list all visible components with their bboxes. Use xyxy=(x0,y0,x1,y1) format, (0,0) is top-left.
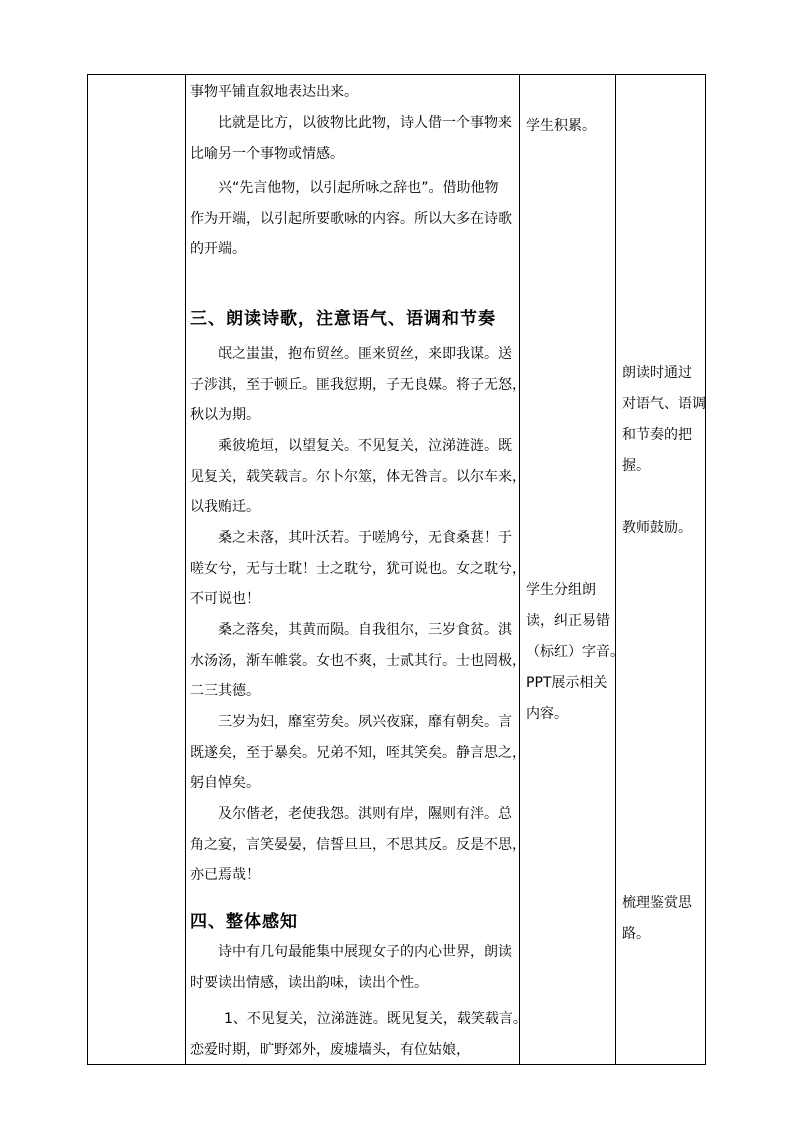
text-line: 氓之蚩蚩，抱布贸丝。匪来贸丝，来即我谋。送 xyxy=(218,346,512,362)
text-line: 既遂矣，至于暴矣。兄弟不知，咥其笑矣。静言思之， xyxy=(190,744,526,761)
text-line: 见复关，载笑载言。尔卜尔筮，体无咎言。以尔车来， xyxy=(190,468,526,485)
text-line: 桑之未落，其叶沃若。于嗟鸠兮，无食桑葚！于 xyxy=(218,530,512,546)
text-line: 兴“先言他物，以引起所咏之辞也”。借助他物 xyxy=(218,180,499,196)
text-line: 路。 xyxy=(622,926,650,942)
poem-stanza-3 xyxy=(190,523,526,615)
text-line: 不可说也！ xyxy=(190,591,260,607)
item-1-paragraph xyxy=(190,1004,527,1065)
poem-stanza-1 xyxy=(190,339,526,431)
text-line: 比喻另一个事物或情感。 xyxy=(190,145,344,162)
text-line: 事物平铺直叙地表达出来。 xyxy=(190,84,358,100)
text-line: 子涉淇，至于顿丘。匪我愆期，子无良媒。将子无怒， xyxy=(190,376,526,393)
text-line: 握。 xyxy=(622,458,650,474)
teacher-note-encourage xyxy=(622,513,706,544)
text-line: （标红）字音。 xyxy=(526,644,624,660)
text-line: 秋以为期。 xyxy=(190,407,260,423)
student-note-group-reading xyxy=(526,575,624,730)
text-line: 以我贿迁。 xyxy=(190,499,260,515)
text-line: 梳理鉴赏思 xyxy=(622,895,692,911)
text-line: 三岁为妇，靡室劳矣。夙兴夜寐，靡有朝矣。言 xyxy=(218,714,512,730)
content-column xyxy=(186,75,527,1064)
teacher-note-appreciation xyxy=(622,888,706,950)
text-line: 学生分组朗 xyxy=(526,582,596,598)
xing-paragraph xyxy=(190,173,516,265)
text-line: 朗读时通过 xyxy=(622,365,692,381)
teacher-design-column xyxy=(616,75,706,1064)
text-line: 学生积累。 xyxy=(526,118,596,134)
teacher-note-reading xyxy=(622,358,706,482)
student-activity-column xyxy=(520,75,624,1064)
text-line: 二三其德。 xyxy=(190,683,260,699)
text-line: 教师鼓励。 xyxy=(622,520,692,536)
text-line: 嗟女兮，无与士耽！士之耽兮，犹可说也。女之耽兮， xyxy=(190,560,526,577)
text-line: 比就是比方，以彼物比此物，诗人借一个事物来 xyxy=(218,115,512,131)
text-line: 作为开端，以引起所要歌咏的内容。所以大多在诗歌 xyxy=(190,210,512,227)
student-note-accumulate xyxy=(526,111,610,142)
text-line: 时要读出情感，读出韵味，读出个性。 xyxy=(190,974,428,991)
text-line: 乘彼垝垣，以望复关。不见复关，泣涕涟涟。既 xyxy=(218,438,512,454)
text-line: 及尔偕老，老使我怨。淇则有岸，隰则有泮。总 xyxy=(218,806,512,822)
poem-stanza-2 xyxy=(190,431,526,523)
poem-stanza-5 xyxy=(190,707,526,799)
text-line: 读，纠正易错 xyxy=(526,613,610,629)
section3-heading: 三、朗读诗歌，注意语气、语调和节奏 xyxy=(190,309,496,329)
text-line: 躬自悼矣。 xyxy=(190,775,260,791)
text-line: 角之宴，言笑晏晏，信誓旦旦，不思其反。反是不思， xyxy=(190,836,526,853)
text-line: 和节奏的把 xyxy=(622,427,692,443)
text-line: 诗中有几句最能集中展现女子的内心世界，朗读 xyxy=(218,944,512,960)
section4-heading: 四、整体感知 xyxy=(190,912,298,932)
text-line: 桑之落矣，其黄而陨。自我徂尔，三岁食贫。淇 xyxy=(218,622,512,638)
text-line: 1、不见复关，泣涕涟涟。既见复关，载笑载言。 xyxy=(224,1011,527,1027)
text-line: 的开端。 xyxy=(190,241,246,257)
text-line: 对语气、语调 xyxy=(622,396,706,412)
intro-paragraph xyxy=(190,77,516,108)
text-line: 水汤汤，渐车帷裳。女也不爽，士贰其行。士也罔极， xyxy=(190,652,526,669)
lesson-table xyxy=(87,74,706,1065)
text-line: 亦已焉哉！ xyxy=(190,867,260,883)
text-line: 恋爱时期，旷野郊外，废墟墙头，有位姑娘， xyxy=(190,1041,470,1058)
text-line: 内容。 xyxy=(526,706,568,722)
poem-stanza-4 xyxy=(190,615,526,707)
perception-paragraph xyxy=(190,937,516,998)
text-line: PPT展示相关 xyxy=(526,675,608,691)
bi-paragraph xyxy=(190,108,516,169)
poem-stanza-6 xyxy=(190,799,526,891)
